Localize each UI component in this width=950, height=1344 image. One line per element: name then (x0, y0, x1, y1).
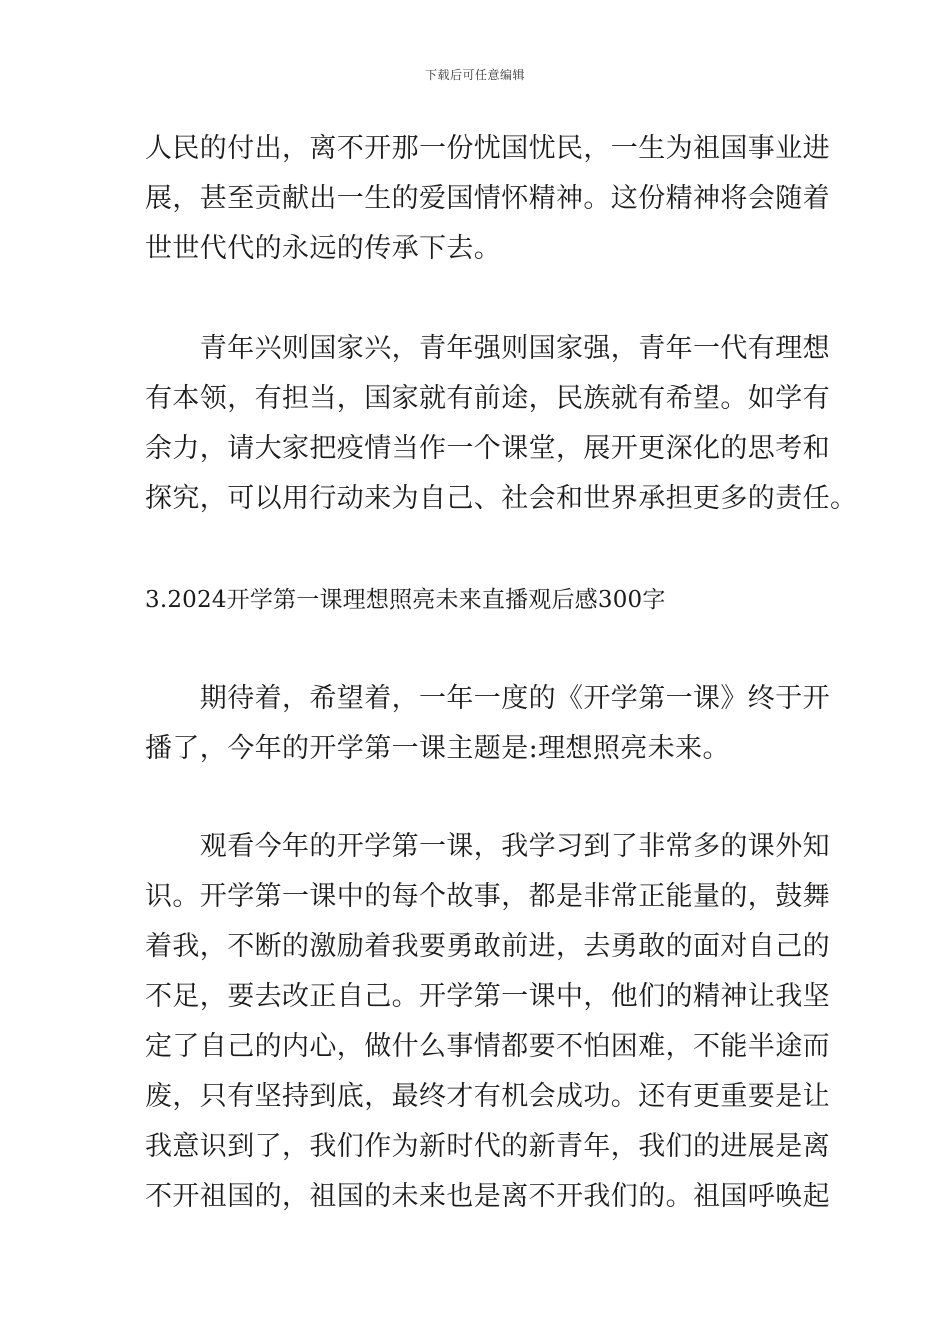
text-line: 不开祖国的，祖国的未来也是离不开我们的。祖国呼唤起 (145, 1181, 830, 1212)
text-line: 展，甚至贡献出一生的爱国情怀精神。这份精神将会随着 (145, 183, 830, 214)
text-line: 播了，今年的开学第一课主题是:理想照亮未来。 (145, 733, 730, 764)
text-line: 人民的付出，离不开那一份忧国忧民，一生为祖国事业进 (145, 133, 830, 164)
text-line: 识。开学第一课中的每个故事，都是非常正能量的，鼓舞 (145, 881, 830, 912)
text-line: 观看今年的开学第一课，我学习到了非常多的课外知 (145, 831, 830, 862)
text-line: 探究，可以用行动来为自己、社会和世界承担更多的责任。 (145, 483, 858, 514)
text-line: 不足，要去改正自己。开学第一课中，他们的精神让我坚 (145, 981, 830, 1012)
text-line: 有本领，有担当，国家就有前途，民族就有希望。如学有 (145, 383, 830, 414)
page-header: 下载后可任意编辑 (424, 68, 525, 82)
text-line: 余力，请大家把疫情当作一个课堂，展开更深化的思考和 (145, 433, 830, 464)
text-line: 着我，不断的激励着我要勇敢前进，去勇敢的面对自己的 (145, 931, 830, 962)
text-line: 定了自己的内心，做什么事情都要不怕困难，不能半途而 (145, 1031, 830, 1062)
text-line: 世世代代的永远的传承下去。 (145, 233, 502, 264)
text-line: 我意识到了，我们作为新时代的新青年，我们的进展是离 (145, 1131, 830, 1162)
text-line: 青年兴则国家兴，青年强则国家强，青年一代有理想 (145, 333, 830, 364)
text-line: 期待着，希望着，一年一度的《开学第一课》终于开 (145, 683, 830, 714)
section-heading: 3.2024开学第一课理想照亮未来直播观后感300字 (145, 587, 666, 613)
text-line: 废，只有坚持到底，最终才有机会成功。还有更重要是让 (145, 1081, 830, 1112)
